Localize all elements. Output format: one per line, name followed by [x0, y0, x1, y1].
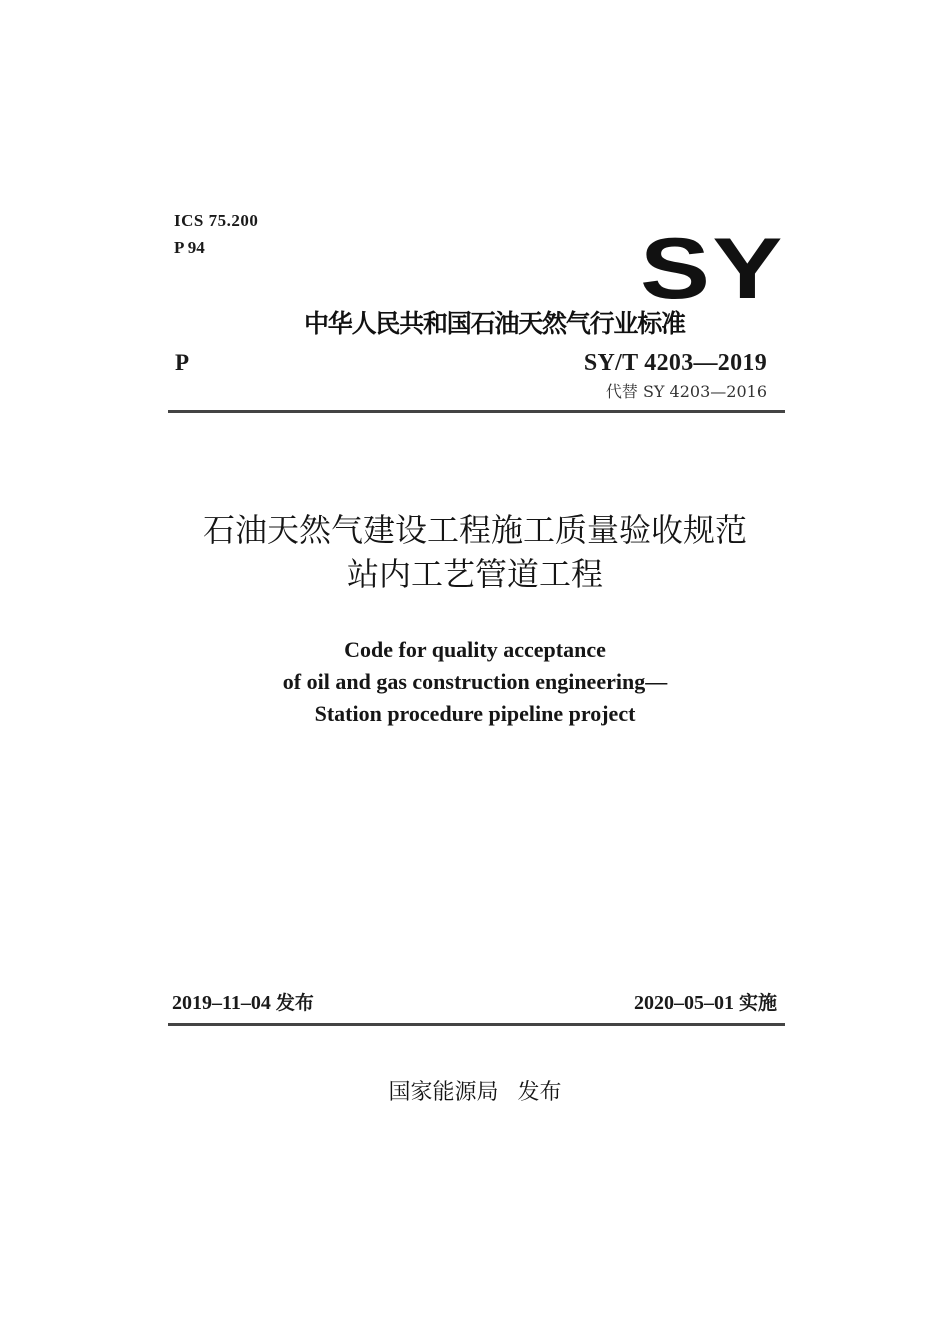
category-letter: P — [175, 350, 190, 375]
english-title — [0, 634, 950, 730]
replaces-note: 代替 SY 4203—2016 — [605, 382, 767, 401]
sy-logo: SY — [640, 221, 785, 317]
top-divider — [168, 410, 785, 413]
ics-code: ICS 75.200 — [174, 211, 259, 230]
english-title-line-3: Station procedure pipeline project — [314, 701, 636, 726]
english-title-line-2: of oil and gas construction engineering— — [282, 669, 668, 694]
industry-standard-heading: 中华人民共和国石油天然气行业标准 — [304, 309, 685, 338]
effective-date-value: 2020–05–01 — [633, 992, 734, 1014]
chinese-title-line-2: 站内工艺管道工程 — [346, 555, 603, 593]
classification-code: P 94 — [174, 238, 205, 257]
effective-date — [634, 990, 777, 1016]
chinese-title-line-1: 石油天然气建设工程施工质量验收规范 — [202, 511, 747, 549]
publisher: 国家能源局 发布 — [388, 1080, 562, 1105]
effective-date-label: 实施 — [738, 992, 777, 1014]
issue-date-value: 2019–11–04 — [172, 992, 271, 1014]
issue-date-label: 发布 — [275, 992, 314, 1014]
issue-date — [172, 990, 314, 1016]
english-title-line-1: Code for quality acceptance — [344, 637, 606, 662]
standard-number: SY/T 4203—2019 — [583, 350, 767, 376]
chinese-title — [0, 508, 950, 596]
bottom-divider — [168, 1023, 785, 1026]
